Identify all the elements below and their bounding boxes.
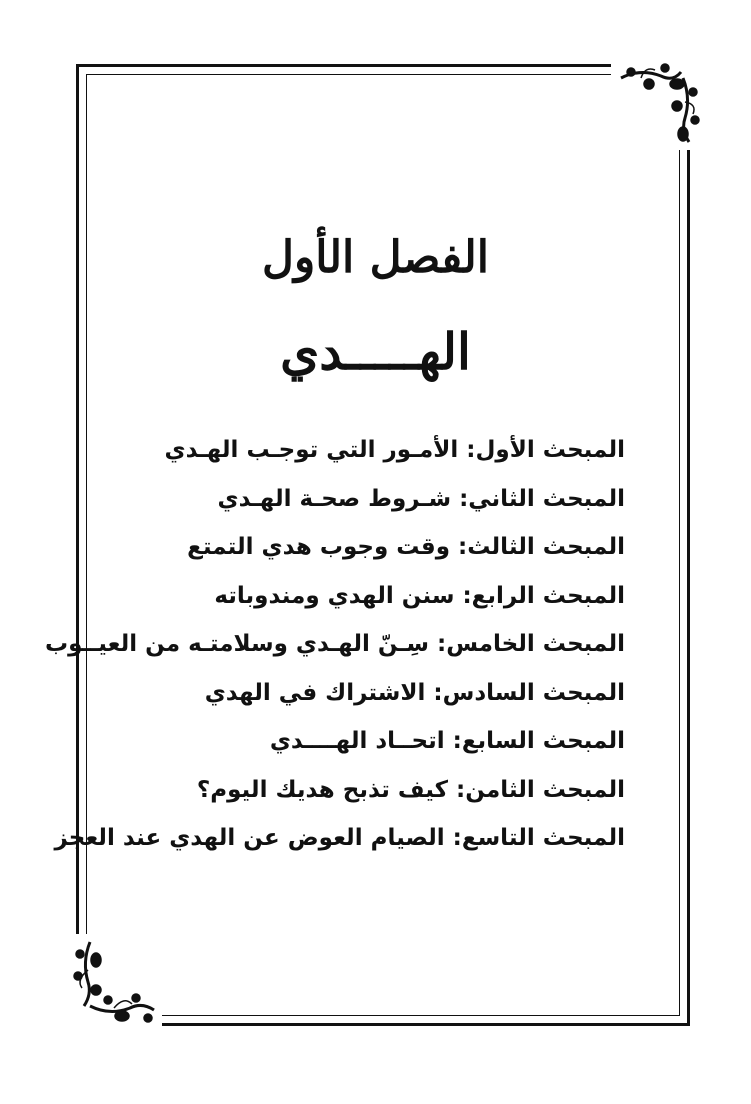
toc-item: المبحث الرابع: سنن الهدي ومندوباته <box>214 582 625 609</box>
chapter-heading: الفصل الأول <box>262 232 489 283</box>
toc-item: المبحث الثالث: وقت وجوب هدي التمتع <box>187 534 625 560</box>
floral-corner-icon <box>611 58 703 150</box>
toc-item: المبحث الخامس: سِـنّ الهـدي وسلامتـه من العيــوب <box>45 631 625 657</box>
toc-item: المبحث الأول: الأمـور التي توجـب الهـدي <box>164 437 625 463</box>
toc-item: المبحث السادس: الاشتراك في الهدي <box>204 679 625 706</box>
toc-item: المبحث السابع: اتحــاد الهــــدي <box>269 728 625 754</box>
table-of-contents <box>45 426 625 863</box>
toc-item: المبحث الثاني: شـروط صحـة الهـدي <box>217 485 625 512</box>
floral-corner-icon <box>70 934 162 1026</box>
toc-item: المبحث التاسع: الصيام العوض عن الهدي عند العجز <box>54 825 625 851</box>
toc-item: المبحث الثامن: كيف تذبح هديك اليوم؟ <box>196 776 625 803</box>
chapter-title: الهـــــدي <box>280 322 471 381</box>
